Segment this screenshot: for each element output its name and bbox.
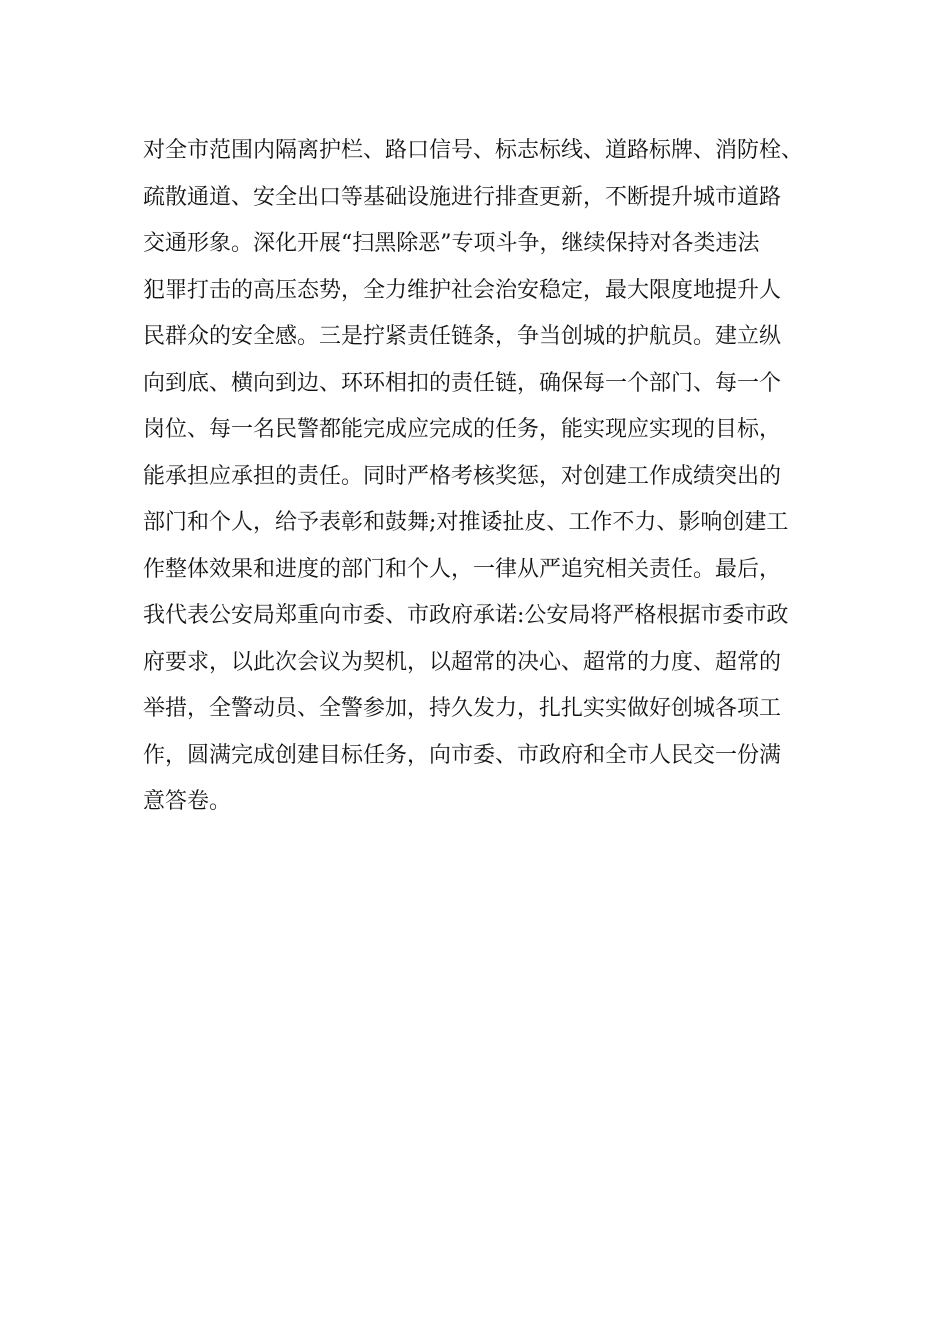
text-line: 作，圆满完成创建目标任务，向市委、市政府和全市人民交一份满 <box>143 742 782 768</box>
text-line: 部门和个人，给予表彰和鼓舞;对推诿扯皮、工作不力、影响创建工 <box>143 510 789 535</box>
text-line: 举措，全警动员、全警参加，持久发力，扎扎实实做好创城各项工 <box>143 696 782 721</box>
text-line: 犯罪打击的高压态势，全力维护社会治安稳定，最大限度地提升人 <box>143 277 782 303</box>
text-line: 能承担应承担的责任。同时严格考核奖惩，对创建工作成绩突出的 <box>143 463 782 489</box>
text-line: 意答卷。 <box>143 789 232 814</box>
text-line: 府要求，以此次会议为契机，以超常的决心、超常的力度、超常的 <box>143 649 782 675</box>
text-line: 作整体效果和进度的部门和个人，一律从严追究相关责任。最后， <box>143 556 782 582</box>
text-line: 疏散通道、安全出口等基础设施进行排查更新，不断提升城市道路 <box>143 184 782 210</box>
text-line: 民群众的安全感。三是拧紧责任链条，争当创城的护航员。建立纵 <box>143 324 782 349</box>
text-line: 我代表公安局郑重向市委、市政府承诺:公安局将严格根据市委市政 <box>143 603 789 628</box>
text-line: 岗位、每一名民警都能完成应完成的任务，能实现应实现的目标， <box>143 417 782 442</box>
text-line: 向到底、横向到边、环环相扣的责任链，确保每一个部门、每一个 <box>143 370 782 396</box>
text-line: 交通形象。深化开展“扫黑除恶”专项斗争，继续保持对各类违法 <box>143 231 760 256</box>
text-line: 对全市范围内隔离护栏、路口信号、标志标线、道路标牌、消防栓、 <box>143 138 804 163</box>
body-paragraph <box>143 128 823 826</box>
